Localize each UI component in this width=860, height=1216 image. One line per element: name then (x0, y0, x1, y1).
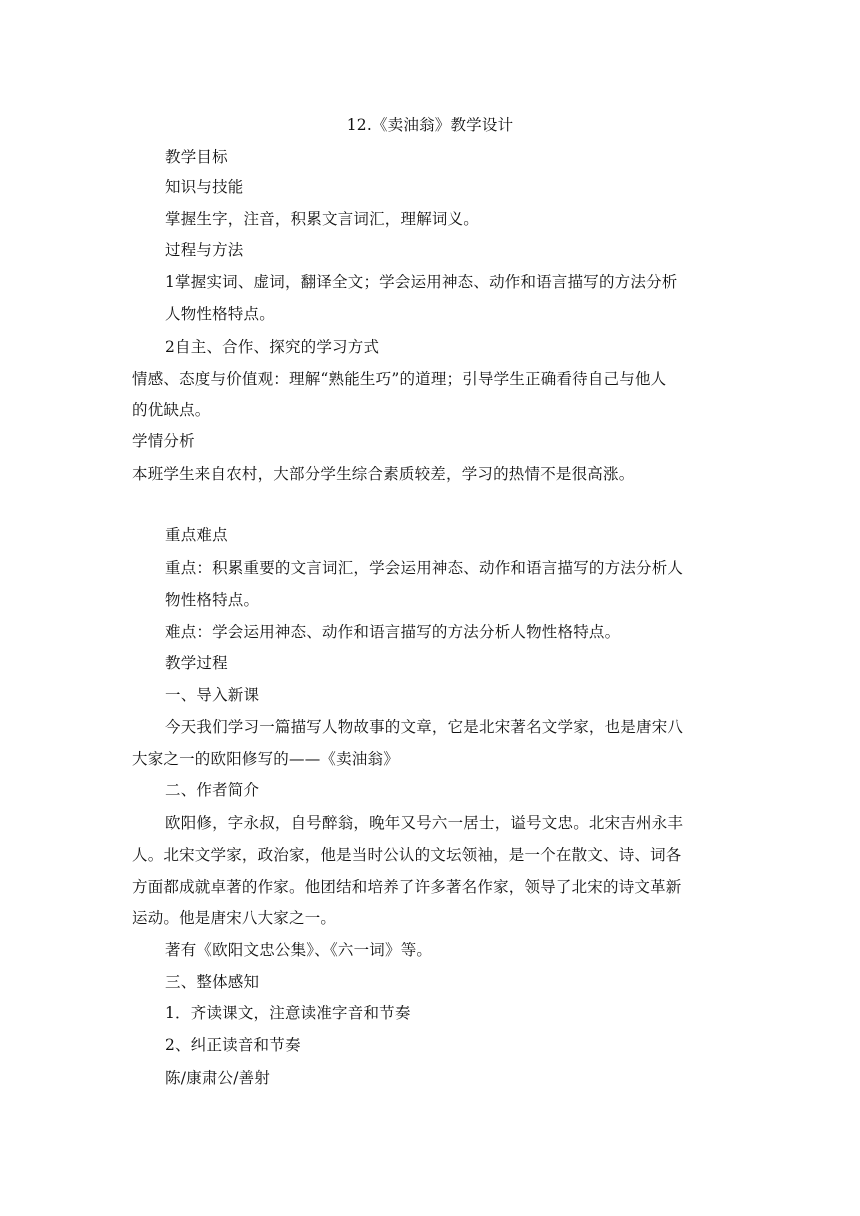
heading-student-analysis: 学情分析 (132, 432, 195, 450)
text-line: 物性格特点。 (165, 591, 260, 609)
heading-key-points: 重点难点 (165, 526, 228, 544)
text-line: 著有《欧阳文忠公集》、《六一词》等。 (165, 941, 433, 959)
document-title: 12.《卖油翁》教学设计 (346, 116, 514, 134)
text-line: 掌握生字，注音，积累文言词汇，理解词义。 (165, 210, 480, 228)
text-line: 重点：积累重要的文言词汇，学会运用神态、动作和语言描写的方法分析人 (165, 559, 684, 577)
section-overall: 三、整体感知 (165, 973, 260, 991)
text-line: 方面都成就卓著的作家。他团结和培养了许多著名作家，领导了北宋的诗文革新 (132, 878, 682, 896)
text-line: 大家之一的欧阳修写的——《卖油翁》 (132, 750, 399, 768)
text-line: 今天我们学习一篇描写人物故事的文章，它是北宋著名文学家，也是唐宋八 (165, 718, 684, 736)
text-line: 难点：学会运用神态、动作和语言描写的方法分析人物性格特点。 (165, 623, 621, 641)
text-line: 人物性格特点。 (165, 305, 275, 323)
text-line: 人。北宋文学家，政治家，他是当时公认的文坛领袖，是一个在散文、诗、词各 (132, 846, 682, 864)
list-item: 1．齐读课文，注意读准字音和节奏 (165, 1004, 411, 1022)
text-line: 1掌握实词、虚词，翻译全文；学会运用神态、动作和语言描写的方法分析 (165, 273, 678, 291)
text-line: 的优缺点。 (132, 401, 211, 419)
text-line: 情感、态度与价值观：理解“熟能生巧”的道理；引导学生正确看待自己与他人 (132, 370, 667, 388)
text-line: 2自主、合作、探究的学习方式 (165, 338, 380, 356)
heading-teaching-goals: 教学目标 (165, 148, 228, 166)
subheading-process-method: 过程与方法 (165, 241, 244, 259)
heading-teaching-process: 教学过程 (165, 654, 228, 672)
text-line: 本班学生来自农村，大部分学生综合素质较差，学习的热情不是很高涨。 (132, 465, 635, 483)
list-item: 2、纠正读音和节奏 (165, 1036, 301, 1054)
text-line: 运动。他是唐宋八大家之一。 (132, 909, 337, 927)
section-intro: 一、导入新课 (165, 686, 260, 704)
text-line: 陈/康肃公/善射 (165, 1069, 271, 1087)
text-line: 欧阳修，字永叔，自号醉翁，晚年又号六一居士，谥号文忠。北宋吉州永丰 (165, 814, 684, 832)
section-author: 二、作者简介 (165, 781, 260, 799)
subheading-knowledge-skills: 知识与技能 (165, 178, 244, 196)
